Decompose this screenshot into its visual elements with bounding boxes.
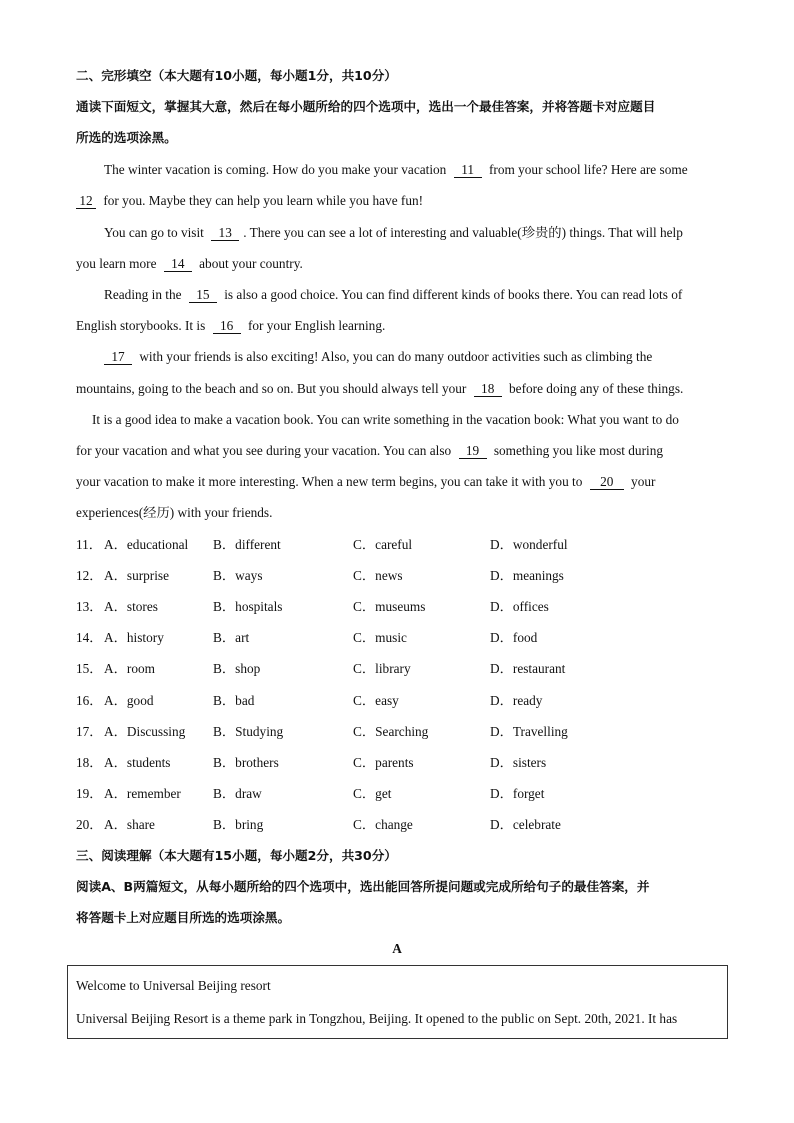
- option-a[interactable]: A．stores: [104, 599, 158, 614]
- option-c[interactable]: C．museums: [353, 599, 426, 614]
- blank-11[interactable]: 11: [454, 162, 482, 178]
- passage-line: mountains, going to the beach and so on. But you should always tell your 18 before doing any of these things.: [76, 381, 684, 396]
- option-row: [76, 660, 716, 678]
- question-number: 15．: [76, 661, 103, 676]
- blank-16[interactable]: 16: [213, 318, 241, 334]
- option-row: [76, 536, 716, 554]
- passage-line: You can go to visit 13 . There you can see a lot of interesting and valuable(珍贵的) things. That will help: [104, 225, 683, 240]
- option-row: [76, 754, 716, 772]
- option-c[interactable]: C．Searching: [353, 724, 429, 739]
- option-row: [76, 785, 716, 803]
- option-d[interactable]: D．sisters: [490, 755, 547, 770]
- option-b[interactable]: B．brothers: [213, 755, 279, 770]
- passage-line: 12 for you. Maybe they can help you learn while you have fun!: [76, 192, 423, 210]
- option-c[interactable]: C．careful: [353, 537, 413, 552]
- option-c[interactable]: C．music: [353, 630, 407, 645]
- option-b[interactable]: B．Studying: [213, 724, 284, 739]
- blank-12[interactable]: 12: [76, 193, 96, 209]
- option-b[interactable]: B．different: [213, 537, 281, 552]
- option-b[interactable]: B．bring: [213, 817, 264, 832]
- passage-label: A: [392, 941, 402, 956]
- option-d[interactable]: D．wonderful: [490, 537, 568, 552]
- passage-line: for your vacation and what you see during your vacation. You can also 19 something you like most during: [76, 443, 664, 458]
- option-a[interactable]: A．surprise: [104, 568, 169, 583]
- option-row: [76, 629, 716, 647]
- question-number: 18．: [76, 755, 103, 770]
- option-c[interactable]: C．get: [353, 786, 392, 801]
- reading-instruction-line-1: 阅读A、B两篇短文，从每小题所给的四个选项中，选出能回答所提问题或完成所给句子的最佳答案，并: [76, 879, 650, 894]
- option-b[interactable]: B．draw: [213, 786, 262, 801]
- option-d[interactable]: D．food: [490, 630, 538, 645]
- passage-line: you learn more 14 about your country.: [76, 256, 303, 271]
- option-a[interactable]: A．room: [104, 661, 155, 676]
- option-b[interactable]: B．hospitals: [213, 599, 283, 614]
- option-row: [76, 816, 716, 834]
- question-number: 13．: [76, 599, 103, 614]
- option-c[interactable]: C．news: [353, 568, 403, 583]
- blank-14[interactable]: 14: [164, 256, 192, 272]
- blank-13[interactable]: 13: [211, 225, 239, 241]
- option-b[interactable]: B．shop: [213, 661, 261, 676]
- option-a[interactable]: A．Discussing: [104, 724, 186, 739]
- question-number: 17．: [76, 724, 103, 739]
- passage-box: [67, 965, 728, 1039]
- option-a[interactable]: A．share: [104, 817, 155, 832]
- option-a[interactable]: A．students: [104, 755, 171, 770]
- option-d[interactable]: D．celebrate: [490, 817, 561, 832]
- option-d[interactable]: D．meanings: [490, 568, 564, 583]
- option-a[interactable]: A．good: [104, 693, 154, 708]
- option-b[interactable]: B．bad: [213, 693, 255, 708]
- passage-line: The winter vacation is coming. How do you make your vacation 11 from your school life? Here are some: [104, 162, 688, 177]
- box-text: Universal Beijing Resort is a theme park in Tongzhou, Beijing. It opened to the public on Sept. 20th, 2021. It has: [76, 1011, 678, 1026]
- question-number: 14．: [76, 630, 103, 645]
- passage-line: your vacation to make it more interesting. When a new term begins, you can take it with you to 20 your: [76, 474, 656, 489]
- option-row: [76, 723, 716, 741]
- option-d[interactable]: D．offices: [490, 599, 549, 614]
- option-c[interactable]: C．easy: [353, 693, 399, 708]
- box-title: Welcome to Universal Beijing resort: [76, 978, 271, 993]
- option-d[interactable]: D．restaurant: [490, 661, 566, 676]
- blank-18[interactable]: 18: [474, 381, 502, 397]
- blank-17[interactable]: 17: [104, 349, 132, 365]
- option-row: [76, 692, 716, 710]
- passage-line: 17 with your friends is also exciting! Also, you can do many outdoor activities such as climbing the: [100, 348, 652, 366]
- question-number: 20．: [76, 817, 103, 832]
- blank-15[interactable]: 15: [189, 287, 217, 303]
- reading-instruction-line-2: 将答题卡上对应题目所选的选项涂黑。: [76, 910, 291, 925]
- option-b[interactable]: B．ways: [213, 568, 263, 583]
- cloze-instruction-line-2: 所选的选项涂黑。: [76, 130, 177, 145]
- option-d[interactable]: D．Travelling: [490, 724, 568, 739]
- question-number: 16．: [76, 693, 103, 708]
- option-d[interactable]: D．forget: [490, 786, 545, 801]
- passage-line: English storybooks. It is 16 for your English learning.: [76, 318, 386, 333]
- option-c[interactable]: C．change: [353, 817, 413, 832]
- option-row: [76, 567, 716, 585]
- option-c[interactable]: C．library: [353, 661, 411, 676]
- question-number: 19．: [76, 786, 103, 801]
- option-d[interactable]: D．ready: [490, 693, 543, 708]
- option-a[interactable]: A．remember: [104, 786, 181, 801]
- option-c[interactable]: C．parents: [353, 755, 414, 770]
- question-number: 11．: [76, 537, 103, 552]
- option-a[interactable]: A．history: [104, 630, 164, 645]
- cloze-heading: 二、完形填空（本大题有10小题，每小题1分，共10分）: [76, 68, 397, 83]
- passage-line: It is a good idea to make a vacation book. You can write something in the vacation book: What you want to do: [92, 412, 679, 427]
- passage-line: experiences(经历) with your friends.: [76, 505, 273, 520]
- option-row: [76, 598, 716, 616]
- blank-20[interactable]: 20: [590, 474, 624, 490]
- option-a[interactable]: A．educational: [104, 537, 189, 552]
- passage-line: Reading in the 15 is also a good choice. You can find different kinds of books there. You can read lots of: [104, 287, 683, 302]
- blank-19[interactable]: 19: [459, 443, 487, 459]
- cloze-instruction-line-1: 通读下面短文，掌握其大意，然后在每小题所给的四个选项中，选出一个最佳答案，并将答题卡对应题目: [76, 99, 656, 114]
- reading-heading: 三、阅读理解（本大题有15小题，每小题2分，共30分）: [76, 848, 397, 863]
- option-b[interactable]: B．art: [213, 630, 250, 645]
- question-number: 12．: [76, 568, 103, 583]
